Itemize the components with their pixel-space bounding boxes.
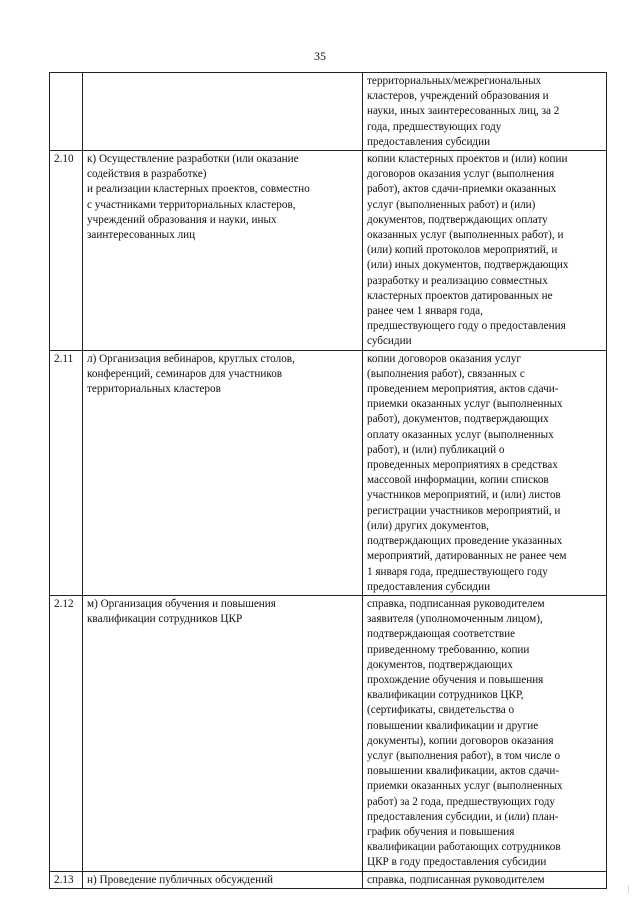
activity-line: заинтересованных лиц	[87, 229, 196, 242]
documents-line: заявителя (уполномоченным лицом),	[367, 613, 543, 626]
documents-line: документов, подтверждающих	[367, 658, 513, 671]
documents-line: массовой информации, копии списков	[367, 474, 549, 487]
documents-line: оказанных услуг (выполненных работ), и	[367, 229, 564, 242]
documents-line: 1 января года, предшествующего году	[367, 565, 548, 578]
documents-line: предоставления субсидии	[367, 135, 491, 148]
documents-cell	[363, 73, 607, 151]
activity-cell	[83, 151, 363, 351]
documents-line: (или) иных документов, подтверждающих	[367, 259, 569, 272]
documents-line: (выполнения работ), связанных с	[367, 367, 525, 380]
documents-line: участников мероприятий, и (или) листов	[367, 489, 561, 502]
documents-line: работ), актов сдачи-приемки оказанных	[367, 183, 557, 196]
documents-line: повышении квалификации, актов сдачи-	[367, 765, 560, 778]
table-row	[50, 595, 607, 871]
documents-line: года, предшествующих году	[367, 120, 502, 133]
documents-line: подтверждающих проведение указанных	[367, 535, 563, 548]
documents-line: работ), и (или) публикаций о	[367, 443, 505, 456]
table-row	[50, 73, 607, 151]
activity-line: м) Организация обучения и повышения	[87, 597, 276, 610]
activity-cell	[83, 595, 363, 871]
documents-line: предоставления субсидии	[367, 580, 491, 593]
documents-line: предоставления субсидии, и (или) план-	[367, 810, 559, 823]
documents-line: ранее чем 1 января года,	[367, 305, 483, 318]
documents-line: территориальных/межрегиональных	[367, 75, 542, 87]
documents-line: документы), копии договоров оказания	[367, 734, 554, 747]
item-number: 2.11	[50, 350, 83, 595]
documents-line: приемки оказанных услуг (выполненных	[367, 780, 563, 793]
documents-line: справка, подписанная руководителем	[367, 597, 545, 610]
documents-line: разработку и реализацию совместных	[367, 274, 548, 287]
activity-line: и реализации кластерных проектов, совместно	[87, 183, 310, 196]
documents-line: субсидии	[367, 335, 412, 348]
documents-line: договоров оказания услуг (выполнения	[367, 168, 555, 181]
table-row	[50, 151, 607, 351]
documents-line: науки, иных заинтересованных лиц, за 2	[367, 105, 560, 118]
documents-line: кластеров, учреждений образования и	[367, 90, 549, 103]
documents-line: проведением мероприятия, актов сдачи-	[367, 383, 559, 396]
documents-line: (сертификаты, свидетельства о	[367, 704, 515, 717]
documents-cell	[363, 151, 607, 351]
documents-line: услуг (выполнения работ), в том числе о	[367, 749, 561, 762]
documents-line: график обучения и повышения	[367, 825, 515, 838]
item-number: 2.12	[50, 595, 83, 871]
documents-line: кластерных проектов датированных не	[367, 289, 553, 302]
documents-line: повышении квалификации и другие	[367, 719, 539, 732]
documents-line: копии кластерных проектов и (или) копии	[367, 153, 568, 166]
activity-line: л) Организация вебинаров, круглых столов,	[87, 352, 295, 365]
documents-line: мероприятий, датированных не ранее чем	[367, 550, 567, 563]
documents-line: ЦКР в году предоставления субсидии	[367, 856, 547, 869]
table-row	[50, 350, 607, 595]
documents-line: услуг (выполненных работ) и (или)	[367, 198, 536, 211]
documents-cell	[363, 595, 607, 871]
activity-cell	[83, 73, 363, 151]
documents-line: работ) за 2 года, предшествующих году	[367, 795, 556, 808]
documents-line: справка, подписанная руководителем	[367, 873, 545, 886]
activity-line: с участниками территориальных кластеров,	[87, 198, 296, 211]
activity-cell	[83, 871, 363, 888]
activity-line: к) Осуществление разработки (или оказание	[87, 153, 299, 166]
activity-line: конференций, семинаров для участников	[87, 367, 283, 380]
item-number	[50, 73, 83, 151]
activity-line: квалификации сотрудников ЦКР	[87, 613, 243, 626]
documents-line: проведенных мероприятиях в средствах	[367, 459, 558, 472]
scan-edge-mark: |	[628, 884, 630, 893]
page-number: 35	[314, 49, 326, 63]
item-number: 2.13	[50, 871, 83, 888]
documents-line: регистрации участников мероприятий, и	[367, 504, 561, 517]
documents-line: предшествующего году о предоставления	[367, 320, 566, 333]
documents-line: работ), документов, подтверждающих	[367, 413, 549, 426]
activity-line: территориальных кластеров	[87, 383, 221, 396]
activity-line: н) Проведение публичных обсуждений	[87, 873, 274, 886]
table-body	[50, 73, 607, 889]
documents-cell	[363, 871, 607, 888]
item-number: 2.10	[50, 151, 83, 351]
documents-line: подтверждающая соответствие	[367, 628, 516, 641]
table-row	[50, 871, 607, 888]
documents-line: (или) других документов,	[367, 519, 489, 532]
documents-line: оплату оказанных услуг (выполненных	[367, 428, 554, 441]
documents-line: копии договоров оказания услуг	[367, 352, 521, 365]
documents-line: прохождение обучения и повышения	[367, 673, 544, 686]
activity-cell	[83, 350, 363, 595]
documents-line: квалификации сотрудников ЦКР,	[367, 689, 524, 702]
documents-line: приемки оказанных услуг (выполненных	[367, 398, 563, 411]
activity-line: учреждений образования и науки, иных	[87, 213, 277, 226]
documents-line: (или) копий протоколов мероприятий, и	[367, 244, 558, 257]
documents-line: квалификации работающих сотрудников	[367, 841, 561, 854]
documents-line: документов, подтверждающих оплату	[367, 213, 548, 226]
documents-line: приведенному требованию, копии	[367, 643, 530, 656]
requirements-table	[49, 72, 607, 889]
documents-cell	[363, 350, 607, 595]
activity-line: содействия в разработке)	[87, 168, 207, 181]
